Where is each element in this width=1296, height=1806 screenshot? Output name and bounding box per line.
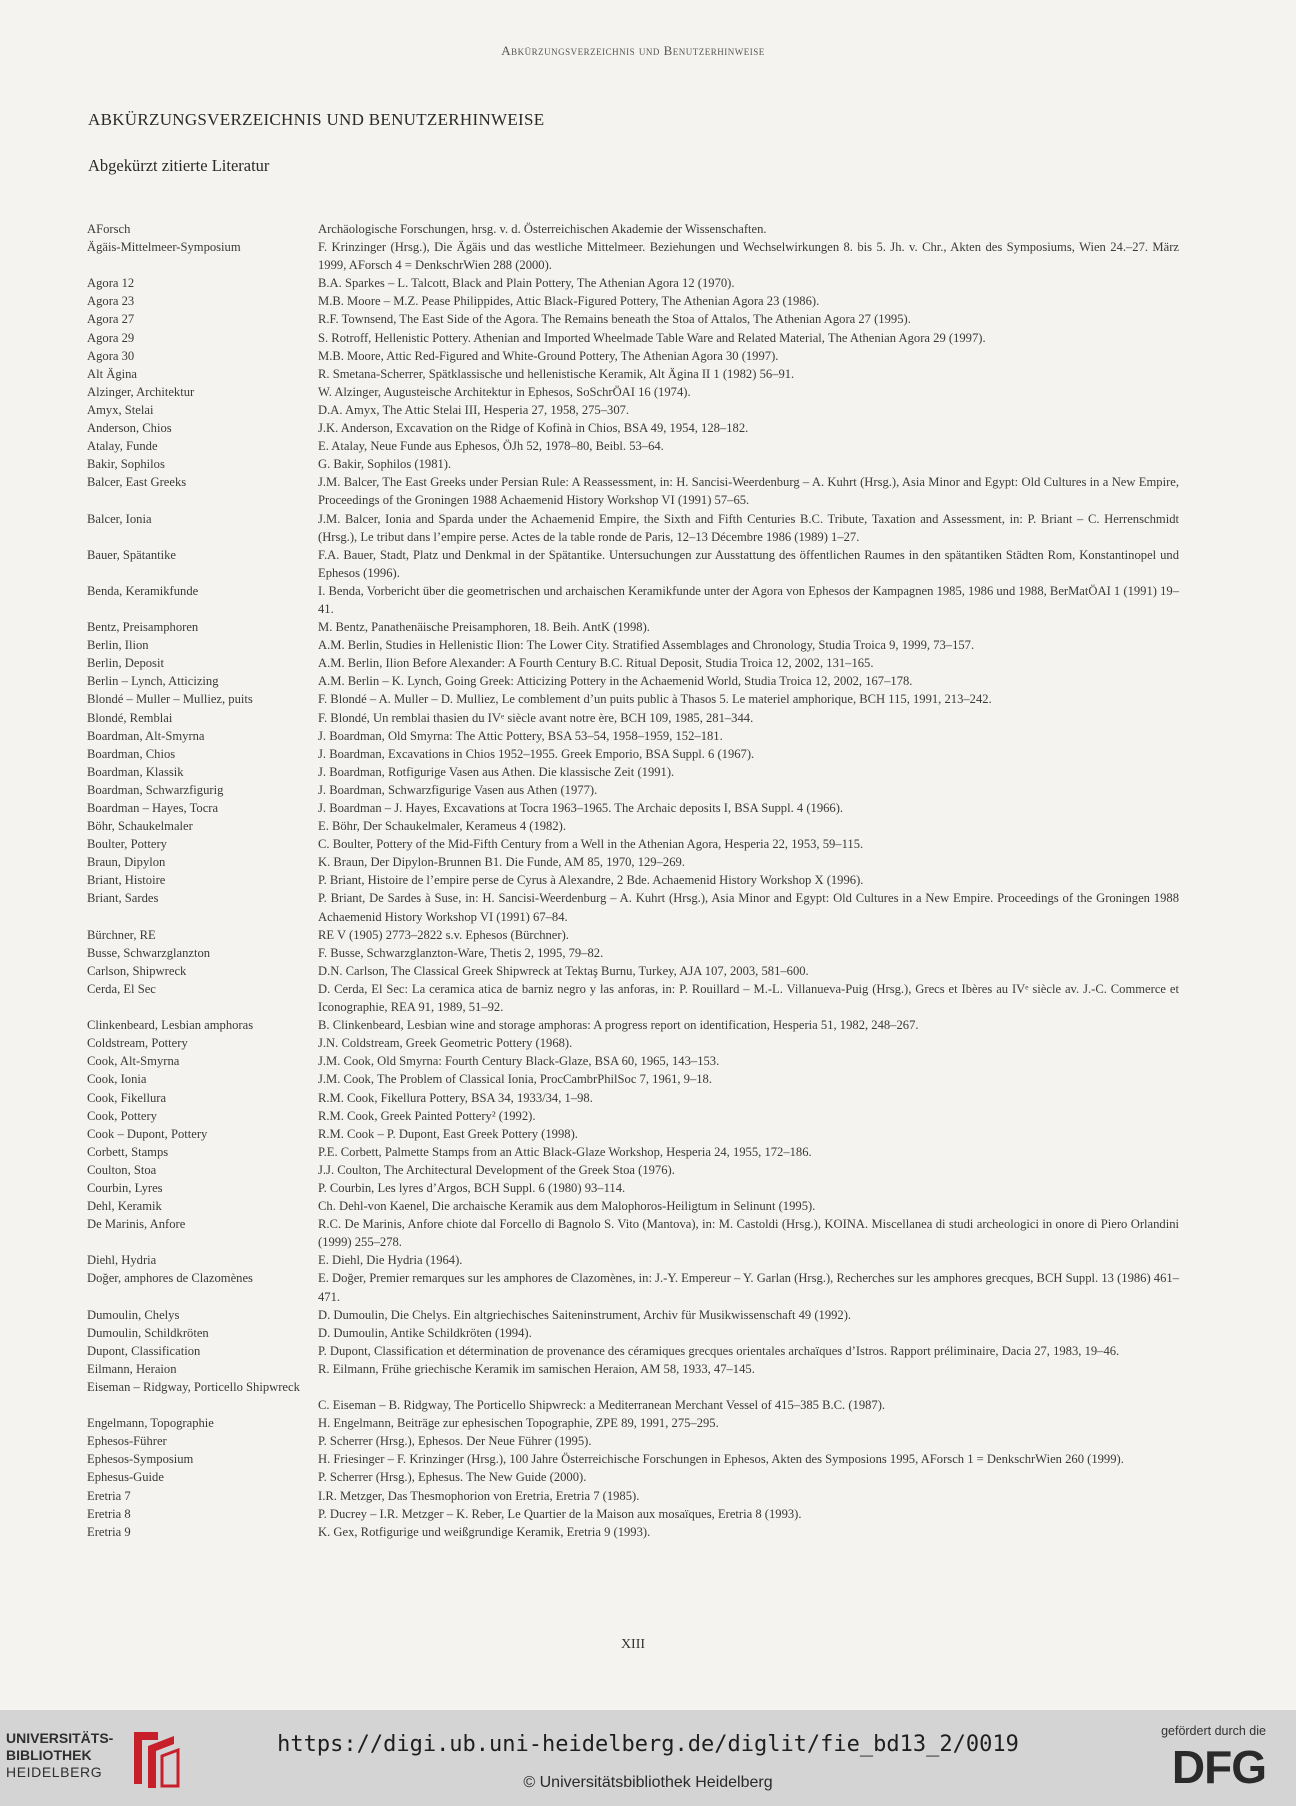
entry-abbreviation: Berlin, Ilion [87, 638, 149, 653]
entry-abbreviation: AForsch [87, 222, 131, 236]
entry-reference: H. Friesinger – F. Krinzinger (Hrsg.), 100 Jahre Österreichische Forschungen in Ephesos, Akten des Symposions 1995, AForsch 1 = DenkschrWien 260 (1999). [318, 1452, 1124, 1467]
entry-reference: E. Böhr, Der Schaukelmaler, Kerameus 4 (1982). [318, 819, 566, 834]
list-item [87, 1179, 1179, 1197]
list-item [87, 1306, 1179, 1324]
library-logo-line: HEIDELBERG [6, 1764, 103, 1780]
list-item [87, 618, 1179, 636]
entry-abbreviation: Bentz, Preisamphoren [87, 620, 199, 635]
list-item [87, 672, 1179, 690]
list-item [87, 329, 1179, 347]
entry-reference: H. Engelmann, Beiträge zur ephesischen Topographie, ZPE 89, 1991, 275–295. [318, 1416, 719, 1431]
list-item [87, 853, 1179, 871]
entry-abbreviation: Doğer, amphores de Clazomènes [87, 1271, 253, 1286]
entry-reference: J.M. Balcer, Ionia and Sparda under the Achaemenid Empire, the Sixth and Fifth Centuries B.C. Tribute, Taxation and Assessment, in: P. Briant – C. Herrenschmidt (Hrsg.), Le tribut dans l’empire perse. Actes de la table ronde de Paris, 12–13 Décembre 1986 (1989) 1–27. [318, 511, 1179, 544]
entry-abbreviation: Agora 29 [87, 330, 135, 345]
library-logo-line: BIBLIOTHEK [6, 1747, 92, 1763]
entry-reference: W. Alzinger, Augusteische Architektur in Ephesos, SoSchrÖAI 16 (1974). [318, 384, 691, 399]
entry-reference: Ch. Dehl-von Kaenel, Die archaische Keramik aus dem Malophoros-Heiligtum in Selinunt (1995). [318, 1199, 816, 1214]
entry-abbreviation: Carlson, Shipwreck [87, 963, 187, 978]
entry-abbreviation: Ephesos-Führer [87, 1434, 167, 1449]
entry-abbreviation: Eretria 7 [87, 1488, 131, 1503]
entry-abbreviation: Coulton, Stoa [87, 1162, 157, 1177]
list-item [87, 799, 1179, 817]
entry-abbreviation: Eretria 8 [87, 1506, 131, 1521]
list-item [87, 347, 1179, 365]
list-item [87, 1089, 1179, 1107]
entry-abbreviation: Amyx, Stelai [87, 402, 154, 417]
list-item [87, 1378, 1179, 1396]
list-item [87, 1360, 1179, 1378]
entry-reference: R. Eilmann, Frühe griechische Keramik im samischen Heraion, AM 58, 1933, 47–145. [318, 1361, 755, 1376]
entry-reference: C. Eiseman – B. Ridgway, The Porticello Shipwreck: a Mediterranean Merchant Vessel of 415–385 B.C. (1987). [318, 1398, 886, 1413]
entry-abbreviation: Diehl, Hydria [87, 1253, 157, 1268]
entry-abbreviation: Clinkenbeard, Lesbian amphoras [87, 1018, 254, 1033]
entry-abbreviation: Balcer, East Greeks [87, 475, 187, 490]
entry-abbreviation: Agora 27 [87, 312, 135, 327]
entry-reference: M.B. Moore – M.Z. Pease Philippides, Attic Black-Figured Pottery, The Athenian Agora 23 (1986). [318, 294, 820, 309]
entry-reference: E. Diehl, Die Hydria (1964). [318, 1253, 463, 1268]
entry-reference: J. Boardman, Excavations in Chios 1952–1955. Greek Emporio, BSA Suppl. 6 (1967). [318, 746, 755, 761]
entry-reference: J.K. Anderson, Excavation on the Ridge of Kofinà in Chios, BSA 49, 1954, 128–182. [318, 421, 749, 436]
list-item [87, 1396, 1179, 1414]
entry-reference: A.M. Berlin – K. Lynch, Going Greek: Atticizing Pottery in the Achaemenid World, Studia Troica 12, 2002, 167–178. [318, 674, 913, 689]
list-item [87, 1414, 1179, 1432]
entry-abbreviation: Dupont, Classification [87, 1343, 201, 1358]
entry-reference: R.M. Cook, Greek Painted Pottery² (1992). [318, 1108, 536, 1123]
entry-reference: A.M. Berlin, Studies in Hellenistic Ilion: The Lower City. Stratified Assemblages and Chronology, Studia Troica 9, 1999, 73–157. [318, 638, 975, 653]
entry-reference: P. Scherrer (Hrsg.), Ephesus. The New Guide (2000). [318, 1470, 587, 1485]
list-item [87, 365, 1179, 383]
entry-abbreviation: Agora 12 [87, 276, 135, 291]
entry-abbreviation: Cook – Dupont, Pottery [87, 1126, 208, 1141]
entry-reference: F. Busse, Schwarzglanzton-Ware, Thetis 2, 1995, 79–82. [318, 945, 604, 960]
entry-reference: C. Boulter, Pottery of the Mid-Fifth Century from a Well in the Athenian Agora, Hesperia 22, 1953, 59–115. [318, 837, 864, 852]
list-item [87, 1034, 1179, 1052]
entry-abbreviation: Bakir, Sophilos [87, 457, 165, 472]
entry-reference: M. Bentz, Panathenäische Preisamphoren, 18. Beih. AntK (1998). [318, 620, 650, 635]
entry-abbreviation: Boardman, Schwarzfigurig [87, 782, 224, 797]
list-item [87, 310, 1179, 328]
entry-reference: J. Boardman, Schwarzfigurige Vasen aus Athen (1977). [318, 782, 598, 797]
entry-reference: J.M. Balcer, The East Greeks under Persian Rule: A Reassessment, in: H. Sancisi-Weerdenburg – A. Kuhrt (Hrsg.), Asia Minor and Egypt: Old Cultures in a New Empire, Proceedings of the Groningen 1988 Achaemenid History Workshop VI (1991) 57–65. [318, 475, 1179, 508]
entry-abbreviation: Cook, Pottery [87, 1108, 157, 1123]
library-logo-line: UNIVERSITÄTS- [6, 1730, 114, 1746]
list-item [87, 727, 1179, 745]
list-item [87, 817, 1179, 835]
entry-reference: R.M. Cook, Fikellura Pottery, BSA 34, 1933/34, 1–98. [318, 1090, 593, 1105]
entry-reference: P.E. Corbett, Palmette Stamps from an Attic Black-Glaze Workshop, Hesperia 24, 1955, 172–186. [318, 1144, 812, 1159]
entry-reference: D. Dumoulin, Die Chelys. Ein altgriechisches Saiteninstrument, Archiv für Musikwissenschaft 49 (1992). [318, 1307, 852, 1322]
list-item [87, 419, 1179, 437]
entry-reference: J.M. Cook, Old Smyrna: Fourth Century Black-Glaze, BSA 60, 1965, 143–153. [318, 1054, 720, 1069]
entry-abbreviation: Engelmann, Topographie [87, 1416, 214, 1431]
entry-reference: K. Gex, Rotfigurige und weißgrundige Keramik, Eretria 9 (1993). [318, 1524, 651, 1539]
list-item [87, 401, 1179, 419]
entry-reference: J.J. Coulton, The Architectural Development of the Greek Stoa (1976). [318, 1162, 675, 1177]
permalink-url[interactable]: https://digi.ub.uni-heidelberg.de/diglit/fie_bd13_2/0019 [277, 1732, 1019, 1757]
entry-reference: I. Benda, Vorbericht über die geometrischen und archaischen Keramikfunde unter der Agora von Ephesos der Kampagnen 1985, 1986 und 1988, BerMatÖAI 1 (1991) 19–41. [318, 583, 1179, 616]
entry-abbreviation: Boardman, Alt-Smyrna [87, 728, 205, 743]
entry-reference: D. Cerda, El Sec: La ceramica atica de barniz negro y las anforas, in: P. Rouillard – M.-L. Villanueva-Puig (Hrsg.), Grecs et Ibères au IVᵉ siècle av. J.-C. Commerce et Iconographie, REA 91, 1989, 51–92. [318, 981, 1179, 1015]
entry-reference: I.R. Metzger, Das Thesmophorion von Eretria, Eretria 7 (1985). [318, 1488, 640, 1503]
list-item [87, 1016, 1179, 1034]
copyright-notice: © Universitätsbibliothek Heidelberg [523, 1774, 773, 1791]
entry-reference: D.A. Amyx, The Attic Stelai III, Hesperia 27, 1958, 275–307. [318, 402, 630, 417]
entry-reference: Archäologische Forschungen, hrsg. v. d. Österreichischen Akademie der Wissenschaften. [318, 222, 767, 236]
entry-abbreviation: Eretria 9 [87, 1524, 131, 1539]
entry-abbreviation: Agora 23 [87, 294, 135, 309]
abbreviation-list [87, 220, 1179, 1541]
entry-reference: D.N. Carlson, The Classical Greek Shipwreck at Tektaş Burnu, Turkey, AJA 107, 2003, 581–600. [318, 963, 809, 978]
list-item [87, 455, 1179, 473]
list-item [87, 510, 1179, 546]
dfg-logo[interactable]: DFG [1171, 1741, 1266, 1793]
list-item [87, 781, 1179, 799]
entry-reference: F. Blondé, Un remblai thasien du IVᵉ siècle avant notre ère, BCH 109, 1985, 281–344. [318, 710, 754, 725]
page-number: XIII [620, 1637, 646, 1652]
entry-reference: P. Courbin, Les lyres d’Argos, BCH Suppl. 6 (1980) 93–114. [318, 1180, 626, 1195]
entry-reference: F. Krinzinger (Hrsg.), Die Ägäis und das westliche Mittelmeer. Beziehungen und Wechselwirkungen 8. bis 5. Jh. v. Chr., Akten des Symposiums, Wien 24.–27. März 1999, AForsch 4 = DenkschrWien 288 (2000). [318, 240, 1179, 273]
entry-abbreviation: Blondé, Remblai [87, 710, 173, 725]
entry-reference: B. Clinkenbeard, Lesbian wine and storage amphoras: A progress report on identification, Hesperia 51, 1982, 248–267. [318, 1018, 919, 1033]
list-item [87, 1143, 1179, 1161]
entry-reference: M.B. Moore, Attic Red-Figured and White-Ground Pottery, The Athenian Agora 30 (1997). [318, 348, 779, 363]
list-item [87, 636, 1179, 654]
entry-reference: J. Boardman – J. Hayes, Excavations at Tocra 1963–1965. The Archaic deposits I, BSA Suppl. 4 (1966). [318, 801, 844, 815]
list-item [87, 1523, 1179, 1541]
list-item [87, 1251, 1179, 1269]
entry-reference: K. Braun, Der Dipylon-Brunnen B1. Die Funde, AM 85, 1970, 129–269. [318, 855, 685, 870]
entry-reference: P. Briant, Histoire de l’empire perse de Cyrus à Alexandre, 2 Bde. Achaemenid History Workshop X (1996). [318, 873, 864, 888]
entry-reference: RE V (1905) 2773–2822 s.v. Ephesos (Bürchner). [318, 927, 569, 942]
list-item [87, 437, 1179, 455]
entry-abbreviation: Boulter, Pottery [87, 837, 167, 852]
list-item [87, 1125, 1179, 1143]
entry-reference: J. Boardman, Old Smyrna: The Attic Pottery, BSA 53–54, 1958–1959, 152–181. [318, 728, 723, 743]
entry-reference: P. Briant, De Sardes à Suse, in: H. Sancisi-Weerdenburg – A. Kuhrt (Hrsg.), Asia Minor and Egypt: Old Cultures in a New Empire. Proceedings of the Groningen 1988 Achaemenid History Workshop VI (1991) 67–84. [318, 891, 1179, 924]
list-item [87, 763, 1179, 781]
list-item [87, 1342, 1179, 1360]
entry-abbreviation: Atalay, Funde [87, 439, 158, 454]
entry-abbreviation: Dumoulin, Chelys [87, 1307, 180, 1322]
entry-abbreviation: Bauer, Spätantike [87, 547, 177, 562]
page-title: ABKÜRZUNGSVERZEICHNIS UND BENUTZERHINWEISE [88, 110, 545, 129]
entry-abbreviation: Berlin, Deposit [87, 656, 164, 671]
entry-reference: P. Dupont, Classification et détermination de provenance des céramiques grecques orientales archaïques d’Istros. Rapport préliminaire, Dacia 27, 1983, 19–46. [318, 1343, 1120, 1358]
list-item [87, 220, 1179, 238]
entry-abbreviation: Cook, Ionia [87, 1072, 147, 1087]
entry-abbreviation: Cook, Fikellura [87, 1090, 167, 1105]
entry-abbreviation: Ephesos-Symposium [87, 1452, 194, 1467]
section-subtitle: Abgekürzt zitierte Literatur [88, 156, 270, 175]
list-item [87, 1269, 1179, 1305]
entry-abbreviation: Eilmann, Heraion [87, 1361, 177, 1376]
entry-reference: G. Bakir, Sophilos (1981). [318, 457, 452, 472]
entry-abbreviation: Boardman, Klassik [87, 764, 184, 779]
entry-abbreviation: Dumoulin, Schildkröten [87, 1325, 209, 1340]
list-item [87, 1324, 1179, 1342]
list-item [87, 1052, 1179, 1070]
entry-reference: F.A. Bauer, Stadt, Platz und Denkmal in der Spätantike. Untersuchungen zur Ausstattung des öffentlichen Raumes in den spätantiken Städten Rom, Konstantinopel und Ephesos (1996). [318, 547, 1179, 580]
entry-reference: A.M. Berlin, Ilion Before Alexander: A Fourth Century B.C. Ritual Deposit, Studia Troica 12, 2002, 131–165. [318, 656, 874, 671]
entry-reference: F. Blondé – A. Muller – D. Mulliez, Le comblement d’un puits public à Thasos 5. Le materiel amphorique, BCH 115, 1991, 213–242. [318, 692, 992, 707]
entry-abbreviation: Blondé – Muller – Mulliez, puits [87, 692, 253, 707]
entry-abbreviation: Anderson, Chios [87, 421, 172, 436]
list-item [87, 1505, 1179, 1523]
entry-reference: P. Ducrey – I.R. Metzger – K. Reber, Le Quartier de la Maison aux mosaïques, Eretria 8 (1993). [318, 1506, 802, 1521]
entry-abbreviation: Corbett, Stamps [87, 1144, 169, 1159]
list-item [87, 1450, 1179, 1468]
entry-reference: E. Atalay, Neue Funde aus Ephesos, ÖJh 52, 1978–80, Beibl. 53–64. [318, 439, 664, 454]
list-item [87, 889, 1179, 925]
list-item [87, 1197, 1179, 1215]
entry-abbreviation: Busse, Schwarzglanzton [87, 945, 211, 960]
entry-reference: J.M. Cook, The Problem of Classical Ionia, ProcCambrPhilSoc 7, 1961, 9–18. [318, 1072, 712, 1087]
entry-abbreviation: Alt Ägina [87, 366, 138, 381]
entry-reference: R.F. Townsend, The East Side of the Agora. The Remains beneath the Stoa of Attalos, The Athenian Agora 27 (1995). [318, 312, 911, 327]
entry-reference: J.N. Coldstream, Greek Geometric Pottery (1968). [318, 1036, 573, 1051]
entry-abbreviation: Cerda, El Sec [87, 981, 156, 996]
entry-abbreviation: Dehl, Keramik [87, 1199, 162, 1214]
entry-abbreviation: Agora 30 [87, 348, 135, 363]
list-item [87, 944, 1179, 962]
list-item [87, 654, 1179, 672]
entry-abbreviation: Böhr, Schaukelmaler [87, 819, 193, 834]
entry-abbreviation: Briant, Sardes [87, 891, 159, 906]
footer-bar [0, 1710, 1296, 1806]
list-item [87, 980, 1179, 1016]
list-item [87, 835, 1179, 853]
entry-reference: R. Smetana-Scherrer, Spätklassische und hellenistische Keramik, Alt Ägina II 1 (1982) 56–91. [318, 366, 795, 381]
entry-reference: B.A. Sparkes – L. Talcott, Black and Plain Pottery, The Athenian Agora 12 (1970). [318, 276, 735, 291]
funding-label: gefördert durch die [1161, 1724, 1266, 1738]
list-item [87, 926, 1179, 944]
list-item [87, 690, 1179, 708]
entry-abbreviation: Braun, Dipylon [87, 855, 166, 870]
list-item [87, 871, 1179, 889]
list-item [87, 1487, 1179, 1505]
list-item [87, 473, 1179, 509]
list-item [87, 383, 1179, 401]
entry-abbreviation: Bürchner, RE [87, 927, 156, 942]
entry-abbreviation: Cook, Alt-Smyrna [87, 1054, 180, 1069]
entry-abbreviation: Balcer, Ionia [87, 511, 152, 526]
list-item [87, 1215, 1179, 1251]
entry-reference: R.M. Cook – P. Dupont, East Greek Pottery (1998). [318, 1126, 578, 1141]
entry-abbreviation: Alzinger, Architektur [87, 384, 195, 399]
entry-abbreviation: Boardman – Hayes, Tocra [87, 801, 219, 815]
list-item [87, 582, 1179, 618]
entry-abbreviation: Briant, Histoire [87, 873, 166, 888]
entry-reference: P. Scherrer (Hrsg.), Ephesos. Der Neue Führer (1995). [318, 1434, 592, 1449]
list-item [87, 274, 1179, 292]
entry-abbreviation: Ephesus-Guide [87, 1470, 164, 1485]
entry-reference: E. Doğer, Premier remarques sur les amphores de Clazomènes, in: J.-Y. Empereur – Y. Garlan (Hrsg.), Recherches sur les amphores grecques, BCH Suppl. 13 (1986) 461–471. [318, 1271, 1179, 1304]
entry-abbreviation [87, 1396, 318, 1414]
entry-abbreviation: Courbin, Lyres [87, 1180, 163, 1195]
entry-reference: D. Dumoulin, Antike Schildkröten (1994). [318, 1325, 532, 1340]
list-item [87, 1107, 1179, 1125]
list-item [87, 292, 1179, 310]
entry-abbreviation: De Marinis, Anfore [87, 1217, 186, 1232]
list-item [87, 1432, 1179, 1450]
list-item [87, 238, 1179, 274]
list-item [87, 1070, 1179, 1088]
list-item [87, 709, 1179, 727]
entry-abbreviation: Ägäis-Mittelmeer-Symposium [87, 240, 241, 255]
list-item [87, 1468, 1179, 1486]
entry-reference: S. Rotroff, Hellenistic Pottery. Athenian and Imported Wheelmade Table Ware and Related Material, The Athenian Agora 29 (1997). [318, 330, 986, 345]
entry-abbreviation: Berlin – Lynch, Atticizing [87, 674, 219, 689]
entry-reference: R.C. De Marinis, Anfore chiote dal Forcello di Bagnolo S. Vito (Mantova), in: M. Castoldi (Hrsg.), KOINA. Miscellanea di studi archeologici in onore di Piero Orlandini (1999) 255–278. [318, 1217, 1179, 1250]
list-item [87, 546, 1179, 582]
list-item [87, 962, 1179, 980]
list-item [87, 745, 1179, 763]
entry-abbreviation: Benda, Keramikfunde [87, 583, 199, 598]
list-item [87, 1161, 1179, 1179]
entry-abbreviation: Boardman, Chios [87, 746, 176, 761]
entry-abbreviation: Coldstream, Pottery [87, 1036, 188, 1051]
entry-reference: J. Boardman, Rotfigurige Vasen aus Athen. Die klassische Zeit (1991). [318, 764, 675, 779]
running-head: Abkürzungsverzeichnis und Benutzerhinweise [501, 43, 765, 58]
entry-abbreviation: Eiseman – Ridgway, Porticello Shipwreck [87, 1380, 300, 1394]
